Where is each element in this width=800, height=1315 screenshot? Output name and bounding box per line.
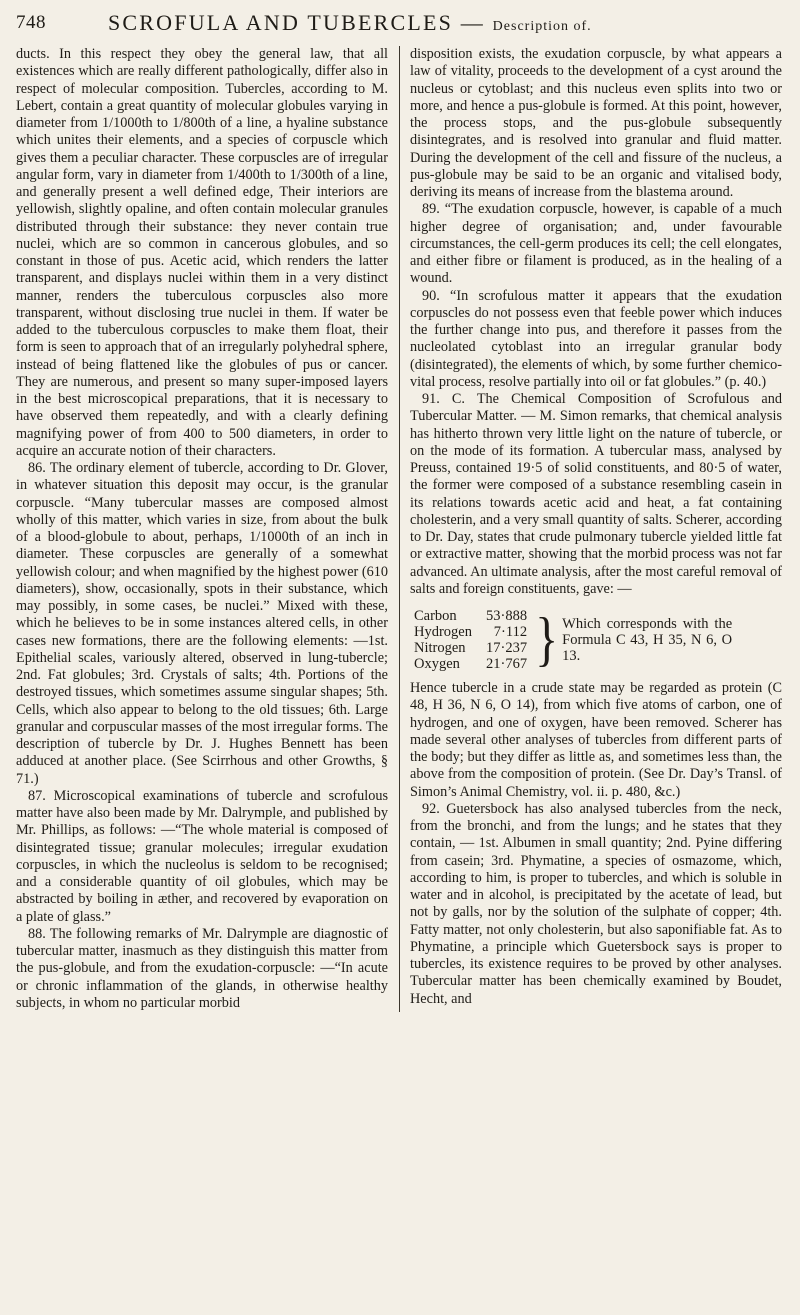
running-title bbox=[108, 10, 782, 36]
right-column bbox=[410, 46, 782, 1012]
paragraph: Hence tubercle in a crude state may be regarded as protein (C 48, H 36, N 6, O 14), from which five atoms of carbon, one of hydrogen, and one of oxygen, have been removed. Scherer has made several other analyses of tubercles from different parts of the body; but they differ as little as, and sometimes less than, the above from the composition of protein. (See Dr. Day’s Transl. of Simon’s Animal Chemistry, vol. ii. p. 480, &c.) bbox=[410, 680, 782, 800]
element-name: Oxygen bbox=[414, 656, 460, 672]
brace-symbol: } bbox=[535, 606, 559, 673]
analysis-row bbox=[414, 640, 531, 656]
analysis-row bbox=[414, 656, 531, 672]
analysis-table bbox=[414, 608, 531, 672]
element-value: 17·237 bbox=[486, 640, 528, 656]
paragraph: 91. C. The Chemical Composition of Scrofulous and Tubercular Matter. — M. Simon remarks, that chemical analysis has hitherto thrown very little light on the nature of tubercle, or on the mode of its formation. A tubercular mass, analysed by Preuss, contained 19·5 of solid constituents, and 80·5 of water, the former were composed of a substance resembling casein in its relations towards acetic acid and heat, a fat containing cholesterin, and a very small quantity of salts. Scherer, according to Dr. Day, states that crude pulmonary tubercle yielded little fat or extractive matter, showing that the morbid process was not far advanced. An ultimate analysis, after the most careful removal of salts and foreign constituents, gave: — bbox=[410, 391, 782, 597]
analysis-row bbox=[414, 608, 531, 624]
element-value: 7·112 bbox=[493, 624, 528, 640]
formula-note: Which corresponds with the Formula C 43, H 35, N 6, O 13. bbox=[562, 616, 733, 664]
paragraph: ducts. In this respect they obey the general law, that all existences which are really different pathologically, differ also in respect of molecular composition. Tubercles, according to M. Lebert, contain a great quantity of molecular globules varying in diameter from 1/1000th to 1/800th of a line, a hyaline substance which unites their elements, and a species of corpuscle which gives them a peculiar character. These corpuscles are of irregular angular form, vary in diameter from 1/400th to 1/300th of a line, and generally present a well defined edge, Their interiors are yellowish, slightly opaline, and often contain molecular granules distributed through their substance: they never contain true nuclei, which are so common in cancerous globules, and so constant in those of pus. Acetic acid, which renders the latter transparent, and displays nuclei within them in a very distinct manner, renders the tuberculous corpuscles also more transparent, without disclosing true nuclei in them. If water be added to the tuberculous corpuscles to make them float, their form is seen to approach that of an irregularly polyhedral sphere, instead of being flattened like the globules of pus or cancer. They are numerous, and present so many super-imposed layers in the best microscopical preparations, that it is necessary to have observed them repeatedly, and with a clearly defining magnifying power of from 400 to 500 diameters, in order to acquire an accurate notion of their characters. bbox=[16, 46, 388, 459]
page-number: 748 bbox=[16, 12, 46, 33]
analysis-row bbox=[414, 624, 531, 640]
paragraph: 89. “The exudation corpuscle, however, is capable of a much higher degree of organisation; and, under favourable circumstances, the cell-germ produces its cell; the cell elongates, and either fibre or filament is produced, as in the healing of a wound. bbox=[410, 201, 782, 287]
running-title-main: SCROFULA AND TUBERCLES — bbox=[108, 10, 485, 35]
element-value: 53·888 bbox=[486, 608, 528, 624]
paragraph: 88. The following remarks of Mr. Dalrymple are diagnostic of tubercular matter, inasmuch as they distinguish this matter from the pus-globule, and from the exudation-corpuscle: —“In acute or chronic inflammation of the glands, in otherwise healthy subjects, in whom no particular morbid bbox=[16, 925, 388, 1011]
paragraph: 86. The ordinary element of tubercle, according to Dr. Glover, in whatever situation this deposit may occur, is the granular corpuscle. “Many tubercular masses are composed almost wholly of this matter, which varies in size, from about the bulk of a blood-globule to about, perhaps, 1/1000th of an inch in diameter. These corpuscles are generally of a somewhat yellowish colour; and when magnified by the highest power (610 diameters), show, occasionally, spots in their substance, which may possibly, in some cases, be nuclei.” Mixed with these, which he believes to be in some instances altered cells, in other cases new formations, there are the following elements: —1st. Epithelial scales, variously altered, observed in lung-tubercle; 2nd. Fat globules; 3rd. Crystals of salts; 4th. Portions of the destroyed tissues, which sometimes assume singular shapes; 5th. Cells, which also appear to belong to the old tissues; 6th. Large granular and corpuscular masses of the most irregular forms. The description of tubercle by Dr. J. Hughes Bennett has been adduced at another place. (See Scirrhous and other Growths, § 71.) bbox=[16, 460, 388, 787]
page-header bbox=[16, 10, 782, 38]
text-columns bbox=[16, 46, 782, 1012]
left-column bbox=[16, 46, 388, 1012]
paragraph: 87. Microscopical examinations of tubercle and scrofulous matter have also been made by Mr. Dalrymple, and published by Mr. Phillips, as follows: —“The whole material is composed of disintegrated tissue; granular molecules; irregular exudation corpuscles, in which the nucleolus is seldom to be recognised; and a considerable quantity of oil globules, which may be abstracted by boiling in æther, and recovered by evaporation on a plate of glass.” bbox=[16, 787, 388, 925]
element-value: 21·767 bbox=[486, 656, 528, 672]
running-title-sub: Description of. bbox=[492, 19, 592, 34]
paragraph: 92. Guetersbock has also analysed tubercles from the neck, from the bronchi, and from the lungs; and he states that they contain, — 1st. Albumen in small quantity; 2nd. Pyine differing from casein; 3rd. Phymatine, a species of osmazome, which, according to him, is proper to tubercles, and which is soluble in water and in alcohol, is precipitated by the acetate of lead, but not by galls, nor by the solution of the sulphate of copper; 4th. Fatty matter, not only cholesterin, but also saponifiable fat. As to Phymatine, a principle which Guetersbock says is proper to tubercles, its existence requires to be proved by other analyses. Tubercular matter has been chemically examined by Boudet, Hecht, and bbox=[410, 800, 782, 1007]
element-name: Carbon bbox=[414, 608, 457, 624]
column-divider bbox=[399, 46, 400, 1012]
element-name: Hydrogen bbox=[414, 624, 472, 640]
element-name: Nitrogen bbox=[414, 640, 466, 656]
paragraph: disposition exists, the exudation corpuscle, by what appears a law of vitality, proceeds to the development of a cyst around the nucleus or cytoblast; and this nucleus even splits into two or more, and hence a pus-globule is formed. At this point, however, the process stops, and the pus-globule subsequently disintegrates, and is resolved into granular and fluid matter. During the development of the cell and fissure of the nucleus, a pus-globule may be said to be an organic and vitalised body, deriving its means of increase from the blastema around. bbox=[410, 46, 782, 200]
elemental-analysis bbox=[414, 608, 782, 672]
paragraph: 90. “In scrofulous matter it appears that the exudation corpuscles do not possess even that feeble power which induces the further change into pus, and therefore it passes from the nucleolated cytoblast into an irregular granular body (disintegrated), the elements of which, by some further chemico-vital process, resolve partially into oil or fat globules.” (p. 40.) bbox=[410, 287, 782, 390]
